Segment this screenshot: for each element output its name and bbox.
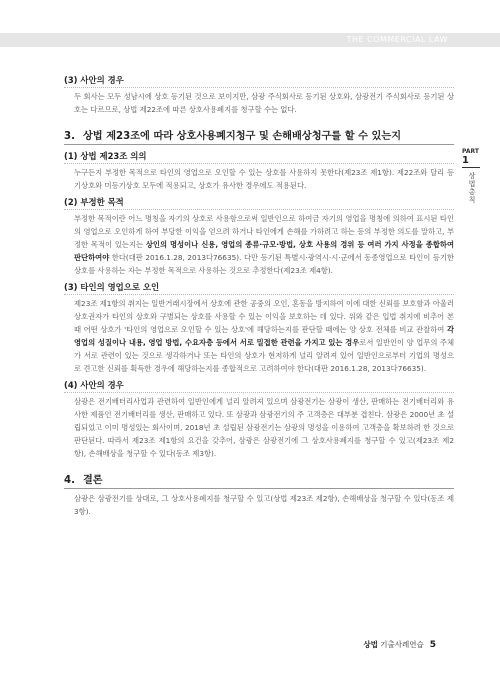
subsection-heading: (3) 타인의 영업으로 오인 — [64, 282, 160, 292]
part-label: PART — [462, 148, 479, 155]
subsection-heading: (3) 사안의 경우 — [64, 75, 124, 85]
heading-underline — [64, 392, 454, 393]
footer-book-bold: 상법 — [363, 640, 378, 649]
paragraph: 삼광은 삼광전기를 상대로, 그 상호사용폐지를 청구할 수 있고(상법 제23조 제2항), 손해배상을 청구할 수 있다(동조 제3항). — [74, 494, 454, 516]
paragraph-text: 로서 일반인이 양 업무의 주체가 서로 관련이 있는 것으로 생각하거나 또는 타인의 상호가 현저하게 널리 알려져 있어 일반인으로부터 기업의 명성으로 견고한 신뢰를 획득한 경우에 해당하는지를 종합적으로 고려하여야 한다(대판 2016.1.28, 2013다76635). — [74, 338, 454, 373]
emphasized-text: 각 영업의 성질이나 내용, 영업 방법, 수요자층 등에서 서로 밀접한 관련을 가지고 있는 경우 — [74, 325, 454, 347]
section-title: 결론 — [82, 475, 103, 486]
part-side-tab — [462, 148, 484, 204]
paragraph: 두 회사는 모두 성남시에 상호 등기된 것으로 보이지만, 삼광 주식회사로 등기된 상호와, 삼광전기 주식회사로 등기된 상호는 다르므로, 상법 제22조에 따른 상호사용폐지를 청구할 수는 없다. — [74, 92, 454, 114]
section-heading — [64, 473, 454, 488]
paragraph: 삼광은 전기배터리사업과 관련하여 일반인에게 널리 알려져 있으며 삼광전기는 삼광이 생산, 판매하는 전기배터리와 유사한 제품인 전기배터리를 생산, 판매하고 있다. 또 삼광과 삼광전기의 주 고객층은 대부분 겹친다. 삼광은 2000년 초 설립되었고 이미 명성있는 회사이며, 2018년 초 설립된 삼광전기는 삼광의 명성을 이용하여 고객층을 확보하려 한 것으로 판단된다. 따라서 제23조 제1항의 요건을 갖추어, 삼광은 삼광전기에 그 상호사용폐지를 청구할 수 있고(제23조 제2항), 손해배상을 청구할 수 있다(동조 제3항). — [74, 397, 454, 458]
paragraph: 누구든지 부정한 목적으로 타인의 영업으로 오인할 수 있는 상호를 사용하지 못한다(제23조 제1항). 제22조와 달리 등기상호와 미등기상호 모두에 적용되고, 상호가 유사한 경우에도 적용된다. — [74, 168, 454, 190]
running-header-title: THE COMMERCIAL LAW — [346, 35, 448, 44]
paragraph-text: 부정한 목적이란 어느 명칭을 자기의 상호로 사용함으로써 일반인으로 하여금 자기의 영업을 명칭에 의하여 표시된 타인의 영업으로 오인하게 하여 부당한 이익을 얻으려 하거나 타인에게 손해를 가하려고 하는 등의 부정한 의도를 말하고, 부정한 목적이 있는지는 — [74, 214, 454, 249]
part-number: 1 — [462, 155, 469, 166]
heading-underline — [64, 87, 454, 88]
emphasized-text: 상인의 명성이나 신용, 영업의 종류·규모·방법, 상호 사용의 경위 등 여러 가지 사정을 종합하여 판단하여야 — [74, 240, 454, 262]
page-footer — [363, 639, 436, 650]
part-tab-divider — [462, 167, 480, 168]
heading-underline — [64, 163, 454, 164]
subsection-heading: (2) 부정한 목적 — [64, 197, 124, 207]
section-number: 4. — [64, 475, 75, 486]
subsection-heading: (1) 상법 제23조 의의 — [64, 151, 147, 161]
page-content — [64, 74, 454, 518]
section-number: 3. — [64, 131, 75, 142]
section-title: 상법 제23조에 따라 상호사용폐지청구 및 손해배상청구를 할 수 있는지 — [82, 131, 402, 142]
subsection-heading: (4) 사안의 경우 — [64, 380, 124, 390]
paragraph — [74, 297, 454, 375]
paragraph — [74, 212, 454, 277]
paragraph-text: 제23조 제1항의 취지는 일반거래시장에서 상호에 관한 공중의 오인, 혼동을 방지하여 이에 대한 신뢰를 보호함과 아울러 상호권자가 타인의 상호와 구별되는 상호를 사용할 수 있는 이익을 보호하는 데 있다. 위와 같은 입법 취지에 비추어 본 때 어떤 상호가 '타인의 영업으로 오인할 수 있는 상호'에 해당하는지를 판단할 때에는 양 상호 전체를 비교 관찰하여 — [74, 299, 455, 334]
heading-underline — [64, 294, 454, 295]
part-vertical-label: 상법총칙 — [468, 172, 476, 204]
page-number: 5 — [429, 640, 436, 650]
section-heading — [64, 129, 454, 144]
footer-book-title: 기출사례연습 — [377, 640, 424, 649]
paragraph-text: 한다(대판 2016.1.28, 2013다76635). 다만 등기된 특별시·광역시·시·군에서 동종영업으로 타인이 등기한 상호를 사용하는 자는 부정한 목적으로 사용하는 것으로 추정한다(제23조 제4항). — [74, 253, 454, 275]
heading-underline — [64, 209, 454, 210]
